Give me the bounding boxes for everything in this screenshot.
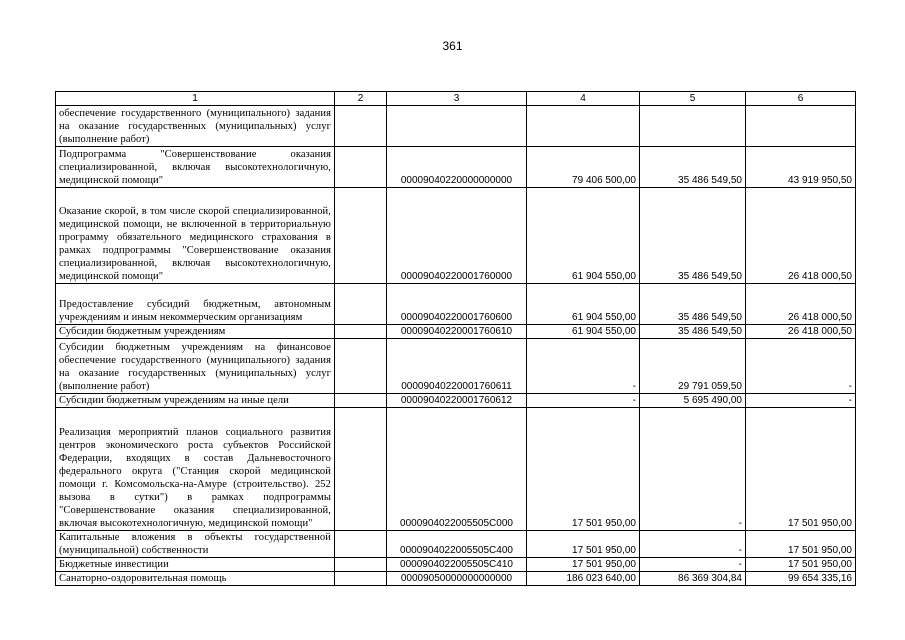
row-name: Оказание скорой, в том числе скорой специализированной, медицинской помощи, не включенной в территориальную программу обязательного медицинского страхования в рамках подпрограммы "Совершенствование оказания специализированной, включая высокотехнологичную, медицинской помощи" [56,188,335,284]
row-col2 [335,284,387,325]
row-code: 00009040220001760000 [387,188,527,284]
row-name: обеспечение государственного (муниципального) задания на оказание государственных (муниципальных) услуг (выполнение работ) [56,106,335,147]
table-row [56,572,856,586]
row-value-5: 35 486 549,50 [640,147,746,188]
table-row [56,188,856,284]
row-code: 0000904022005505С000 [387,408,527,531]
row-value-6: 17 501 950,00 [746,558,856,572]
row-name: Реализация мероприятий планов социального развития центров экономического роста субъектов Российской Федерации, входящих в состав Дальневосточного федерального округа ("Станция скорой медицинской помощи г. Комсомольска-на-Амуре (строительство). 252 вызова в сутки") в рамках подпрограммы "Совершенствование оказания специализированной, включая высокотехнологичную, медицинской помощи" [56,408,335,531]
header-col-4: 4 [527,92,640,106]
row-value-4: 186 023 640,00 [527,572,640,586]
row-name: Капитальные вложения в объекты государственной (муниципальной) собственности [56,531,335,558]
table-row [56,147,856,188]
row-value-5: 86 369 304,84 [640,572,746,586]
header-col-1: 1 [56,92,335,106]
row-value-6: 43 919 950,50 [746,147,856,188]
row-col2 [335,325,387,339]
table-row [56,558,856,572]
row-value-4: - [527,339,640,394]
row-value-6: 26 418 000,50 [746,188,856,284]
row-col2 [335,147,387,188]
row-value-6: - [746,394,856,408]
row-name: Подпрограмма "Совершенствование оказания специализированной, включая высокотехнологичную, медицинской помощи" [56,147,335,188]
row-value-6: 99 654 335,16 [746,572,856,586]
row-code: 00009040220001760610 [387,325,527,339]
table-row [56,408,856,531]
row-value-5: 35 486 549,50 [640,188,746,284]
table-header-row [56,92,856,106]
row-col2 [335,339,387,394]
row-value-4: 61 904 550,00 [527,188,640,284]
row-value-5: 35 486 549,50 [640,284,746,325]
row-value-6 [746,106,856,147]
row-name: Предоставление субсидий бюджетным, автономным учреждениям и иным некоммерческим организациям [56,284,335,325]
row-value-5: 5 695 490,00 [640,394,746,408]
header-col-3: 3 [387,92,527,106]
row-value-4: 17 501 950,00 [527,558,640,572]
row-code: 00009040220001760612 [387,394,527,408]
row-value-5: 29 791 059,50 [640,339,746,394]
row-name: Субсидии бюджетным учреждениям на финансовое обеспечение государственного (муниципального) задания на оказание государственных (муниципальных) услуг (выполнение работ) [56,339,335,394]
header-col-2: 2 [335,92,387,106]
row-value-6: 17 501 950,00 [746,531,856,558]
header-col-6: 6 [746,92,856,106]
row-name: Субсидии бюджетным учреждениям [56,325,335,339]
row-value-4: 17 501 950,00 [527,531,640,558]
row-value-5: - [640,408,746,531]
row-code: 00009050000000000000 [387,572,527,586]
row-code: 00009040220000000000 [387,147,527,188]
header-col-5: 5 [640,92,746,106]
table-row [56,394,856,408]
row-name: Бюджетные инвестиции [56,558,335,572]
row-name: Субсидии бюджетным учреждениям на иные цели [56,394,335,408]
page-number: 361 [442,39,463,53]
row-value-4: 61 904 550,00 [527,325,640,339]
row-col2 [335,188,387,284]
row-code: 0000904022005505С410 [387,558,527,572]
row-code: 00009040220001760611 [387,339,527,394]
row-value-4: 79 406 500,00 [527,147,640,188]
row-code [387,106,527,147]
row-value-4 [527,106,640,147]
row-value-6: 26 418 000,50 [746,325,856,339]
row-name: Санаторно-оздоровительная помощь [56,572,335,586]
row-col2 [335,531,387,558]
row-col2 [335,558,387,572]
row-value-5: 35 486 549,50 [640,325,746,339]
row-col2 [335,106,387,147]
row-value-5 [640,106,746,147]
row-value-6: 17 501 950,00 [746,408,856,531]
row-value-4: - [527,394,640,408]
row-value-6: 26 418 000,50 [746,284,856,325]
row-value-5: - [640,558,746,572]
table-row [56,325,856,339]
row-value-5: - [640,531,746,558]
table-row [56,531,856,558]
row-col2 [335,394,387,408]
row-code: 00009040220001760600 [387,284,527,325]
row-value-4: 17 501 950,00 [527,408,640,531]
budget-table [55,91,856,586]
row-value-6: - [746,339,856,394]
table-row [56,106,856,147]
table-row [56,339,856,394]
row-col2 [335,408,387,531]
table-row [56,284,856,325]
row-code: 0000904022005505С400 [387,531,527,558]
row-value-4: 61 904 550,00 [527,284,640,325]
row-col2 [335,572,387,586]
